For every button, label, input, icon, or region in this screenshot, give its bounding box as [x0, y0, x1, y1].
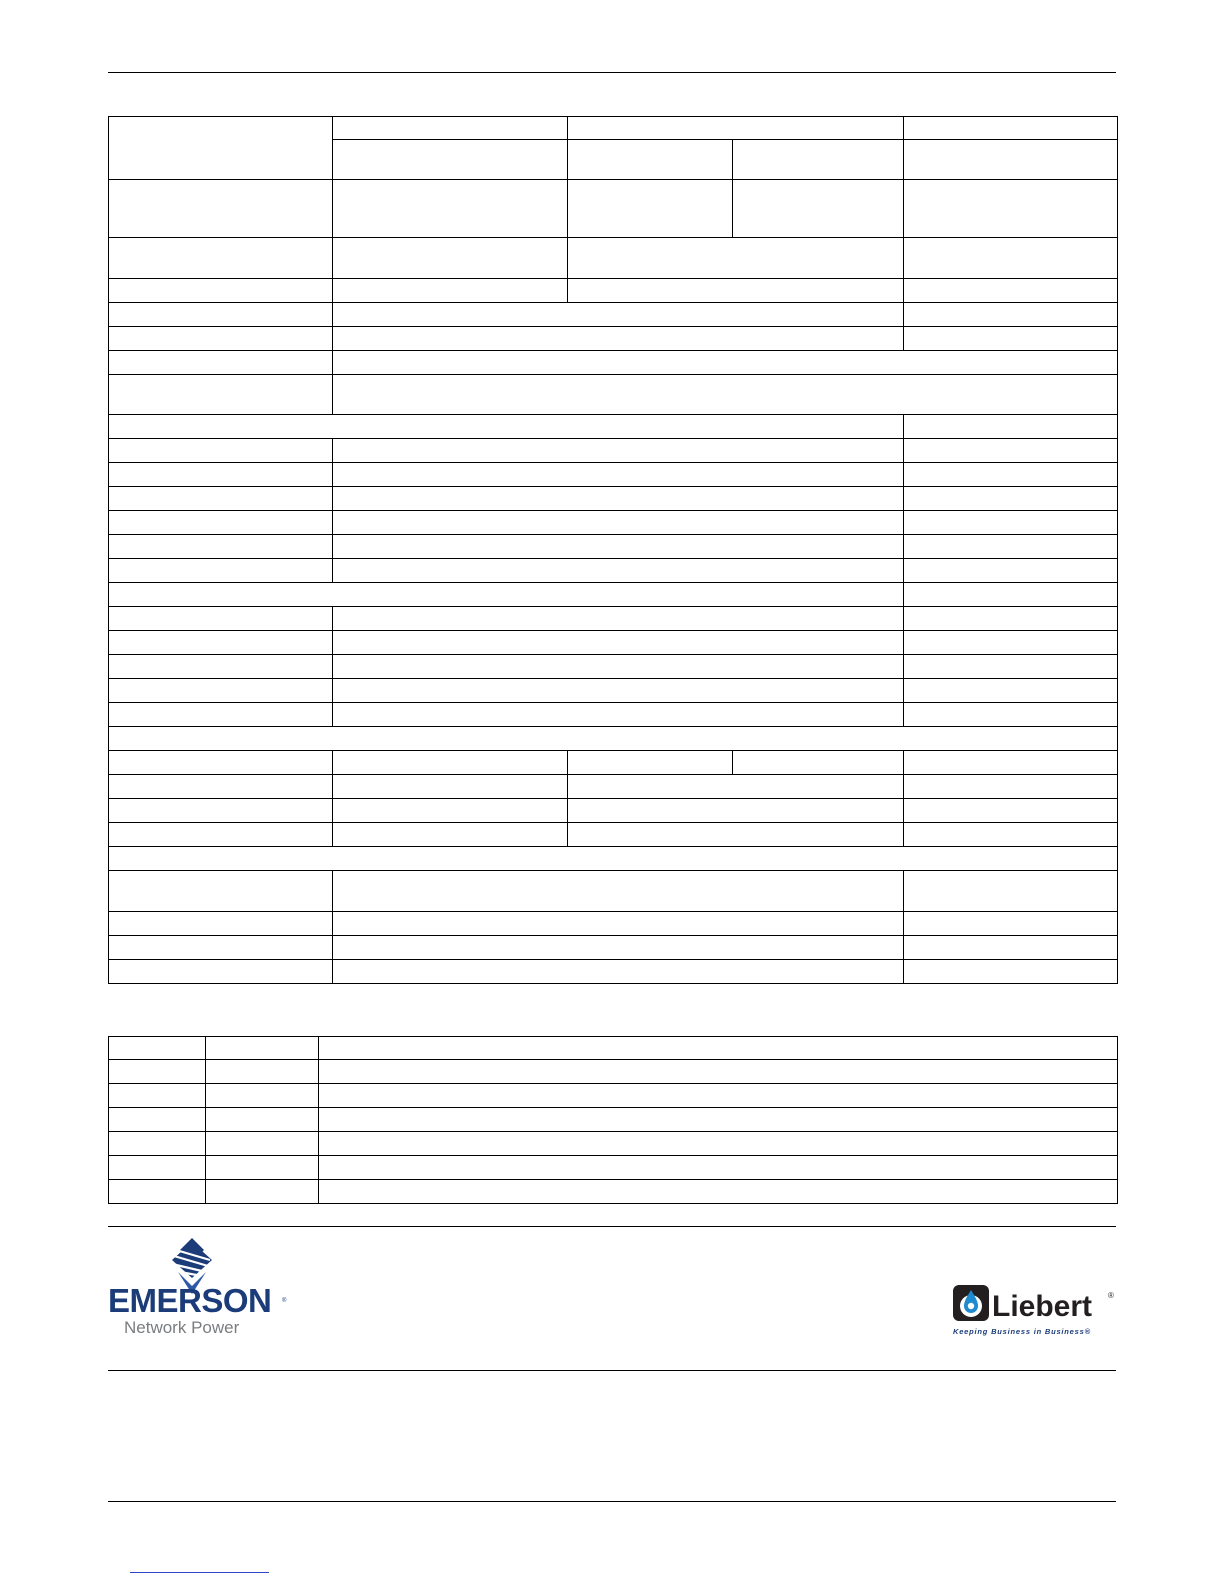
table-cell [568, 117, 904, 140]
table-row [109, 375, 1118, 415]
table-cell [109, 1156, 206, 1180]
table-cell [109, 511, 333, 535]
header-rule [108, 72, 1116, 73]
table-cell [333, 439, 904, 463]
table-cell [109, 847, 1118, 871]
table-cell [109, 936, 333, 960]
table-cell [333, 912, 904, 936]
table-cell [109, 871, 333, 912]
table-row [109, 439, 1118, 463]
table-cell [568, 775, 904, 799]
table-cell [319, 1037, 1118, 1060]
table-cell [904, 279, 1118, 303]
table-cell [568, 751, 733, 775]
table-row [109, 1180, 1118, 1204]
liebert-drop-icon [953, 1285, 989, 1321]
table-cell [109, 631, 333, 655]
table-cell [109, 703, 333, 727]
table-cell [568, 180, 733, 238]
logo-band-top-rule [108, 1226, 1116, 1227]
table-cell [904, 871, 1118, 912]
table-cell [904, 117, 1118, 140]
table-cell [109, 751, 333, 775]
table-cell [568, 799, 904, 823]
table-cell [568, 140, 733, 180]
table-cell [109, 823, 333, 847]
table-row [109, 679, 1118, 703]
table-cell [904, 327, 1118, 351]
network-power-wordmark: Network Power [124, 1318, 240, 1337]
table-row [109, 1084, 1118, 1108]
table-cell [109, 679, 333, 703]
table-row [109, 327, 1118, 351]
table-cell [733, 180, 904, 238]
logo-band-bottom-rule [108, 1370, 1116, 1371]
table-row [109, 535, 1118, 559]
table-cell [333, 327, 904, 351]
table-cell [109, 1060, 206, 1084]
table-cell [109, 1108, 206, 1132]
table-cell [904, 511, 1118, 535]
table-row [109, 511, 1118, 535]
table-cell [904, 607, 1118, 631]
table-row [109, 463, 1118, 487]
table-row [109, 238, 1118, 279]
table-row [109, 1156, 1118, 1180]
table-cell [568, 238, 904, 279]
table-cell [206, 1132, 319, 1156]
table-cell [333, 511, 904, 535]
table-row [109, 303, 1118, 327]
table-cell [333, 180, 568, 238]
table-row [109, 960, 1118, 984]
table-cell [206, 1180, 319, 1204]
table-row [109, 823, 1118, 847]
table-cell [109, 912, 333, 936]
table-row [109, 1037, 1118, 1060]
table-cell [319, 1084, 1118, 1108]
table-cell [904, 960, 1118, 984]
table-cell [319, 1156, 1118, 1180]
table-cell [109, 535, 333, 559]
table-cell [333, 823, 568, 847]
table-row [109, 847, 1118, 871]
table-cell [333, 871, 904, 912]
table-row [109, 607, 1118, 631]
table-row [109, 631, 1118, 655]
table-cell [904, 823, 1118, 847]
table-cell [109, 327, 333, 351]
table-cell [109, 607, 333, 631]
emerson-logo-graphic [108, 1236, 288, 1341]
table-cell [904, 559, 1118, 583]
table-cell [333, 117, 568, 140]
liebert-logo [952, 1284, 1117, 1345]
table-cell [206, 1060, 319, 1084]
table-cell [109, 303, 333, 327]
table-cell [206, 1108, 319, 1132]
table-cell [904, 415, 1118, 439]
table-cell [109, 415, 904, 439]
table-row [109, 180, 1118, 238]
table-cell [109, 799, 333, 823]
table-cell [333, 279, 568, 303]
table-cell [733, 751, 904, 775]
specification-table [108, 116, 1118, 984]
table-cell [109, 1132, 206, 1156]
table-cell [333, 607, 904, 631]
table-cell [733, 140, 904, 180]
table-cell [333, 679, 904, 703]
table-row [109, 487, 1118, 511]
table-cell [109, 775, 333, 799]
table-cell [333, 535, 904, 559]
table-cell [904, 463, 1118, 487]
table-row [109, 279, 1118, 303]
liebert-registered-mark: ® [1108, 1291, 1114, 1300]
emerson-wordmark: EMERSON [108, 1282, 272, 1319]
table-row [109, 415, 1118, 439]
table-row [109, 936, 1118, 960]
table-cell [904, 679, 1118, 703]
revision-table [108, 1036, 1118, 1204]
table-cell [206, 1084, 319, 1108]
table-cell [904, 238, 1118, 279]
table-cell [109, 559, 333, 583]
emerson-network-power-logo [108, 1236, 288, 1346]
table-cell [109, 463, 333, 487]
table-cell [904, 912, 1118, 936]
table-cell [109, 238, 333, 279]
table-cell [109, 727, 1118, 751]
liebert-logo-graphic [952, 1284, 1117, 1340]
table-cell [904, 487, 1118, 511]
table-cell [109, 583, 904, 607]
table-cell [904, 140, 1118, 180]
footer-rule [108, 1501, 1116, 1502]
table-row [109, 351, 1118, 375]
table-cell [333, 799, 568, 823]
table-cell [109, 351, 333, 375]
table-cell [904, 535, 1118, 559]
table-cell [206, 1037, 319, 1060]
table-row [109, 871, 1118, 912]
table-row [109, 117, 1118, 140]
table-cell [109, 1084, 206, 1108]
table-cell [568, 823, 904, 847]
table-cell [904, 751, 1118, 775]
table-cell [109, 960, 333, 984]
table-cell [319, 1108, 1118, 1132]
table-cell [109, 117, 333, 180]
table-row [109, 775, 1118, 799]
table-cell [333, 487, 904, 511]
table-cell [333, 655, 904, 679]
table-cell [109, 180, 333, 238]
table-cell [109, 279, 333, 303]
table-cell [904, 936, 1118, 960]
liebert-wordmark: Liebert [992, 1290, 1093, 1323]
table-cell [333, 960, 904, 984]
table-cell [206, 1156, 319, 1180]
emerson-registered-mark: ® [282, 1298, 287, 1304]
table-cell [333, 775, 568, 799]
table-cell [904, 583, 1118, 607]
table-cell [904, 439, 1118, 463]
table-cell [904, 631, 1118, 655]
table-row [109, 1060, 1118, 1084]
table-cell [904, 180, 1118, 238]
table-cell [904, 799, 1118, 823]
table-cell [904, 303, 1118, 327]
table-cell [904, 775, 1118, 799]
table-row [109, 799, 1118, 823]
table-row [109, 655, 1118, 679]
table-cell [333, 703, 904, 727]
table-row [109, 912, 1118, 936]
table-cell [319, 1060, 1118, 1084]
table-cell [904, 703, 1118, 727]
table-cell [333, 631, 904, 655]
table-cell [333, 351, 1118, 375]
table-cell [333, 936, 904, 960]
table-cell [333, 303, 904, 327]
table-cell [109, 1037, 206, 1060]
table-row [109, 727, 1118, 751]
liebert-tagline: Keeping Business in Business® [953, 1327, 1091, 1336]
table-cell [333, 140, 568, 180]
table-cell [333, 559, 904, 583]
table-row [109, 559, 1118, 583]
table-cell [109, 439, 333, 463]
table-cell [333, 751, 568, 775]
table-cell [109, 487, 333, 511]
footer-link-underline[interactable] [130, 1572, 269, 1573]
table-cell [109, 375, 333, 415]
table-cell [319, 1132, 1118, 1156]
table-cell [333, 463, 904, 487]
table-cell [109, 1180, 206, 1204]
table-row [109, 1132, 1118, 1156]
table-row [109, 1108, 1118, 1132]
table-cell [904, 655, 1118, 679]
table-cell [109, 655, 333, 679]
table-row [109, 583, 1118, 607]
table-cell [333, 238, 568, 279]
table-row [109, 751, 1118, 775]
table-row [109, 703, 1118, 727]
table-cell [319, 1180, 1118, 1204]
table-cell [333, 375, 1118, 415]
table-cell [568, 279, 904, 303]
